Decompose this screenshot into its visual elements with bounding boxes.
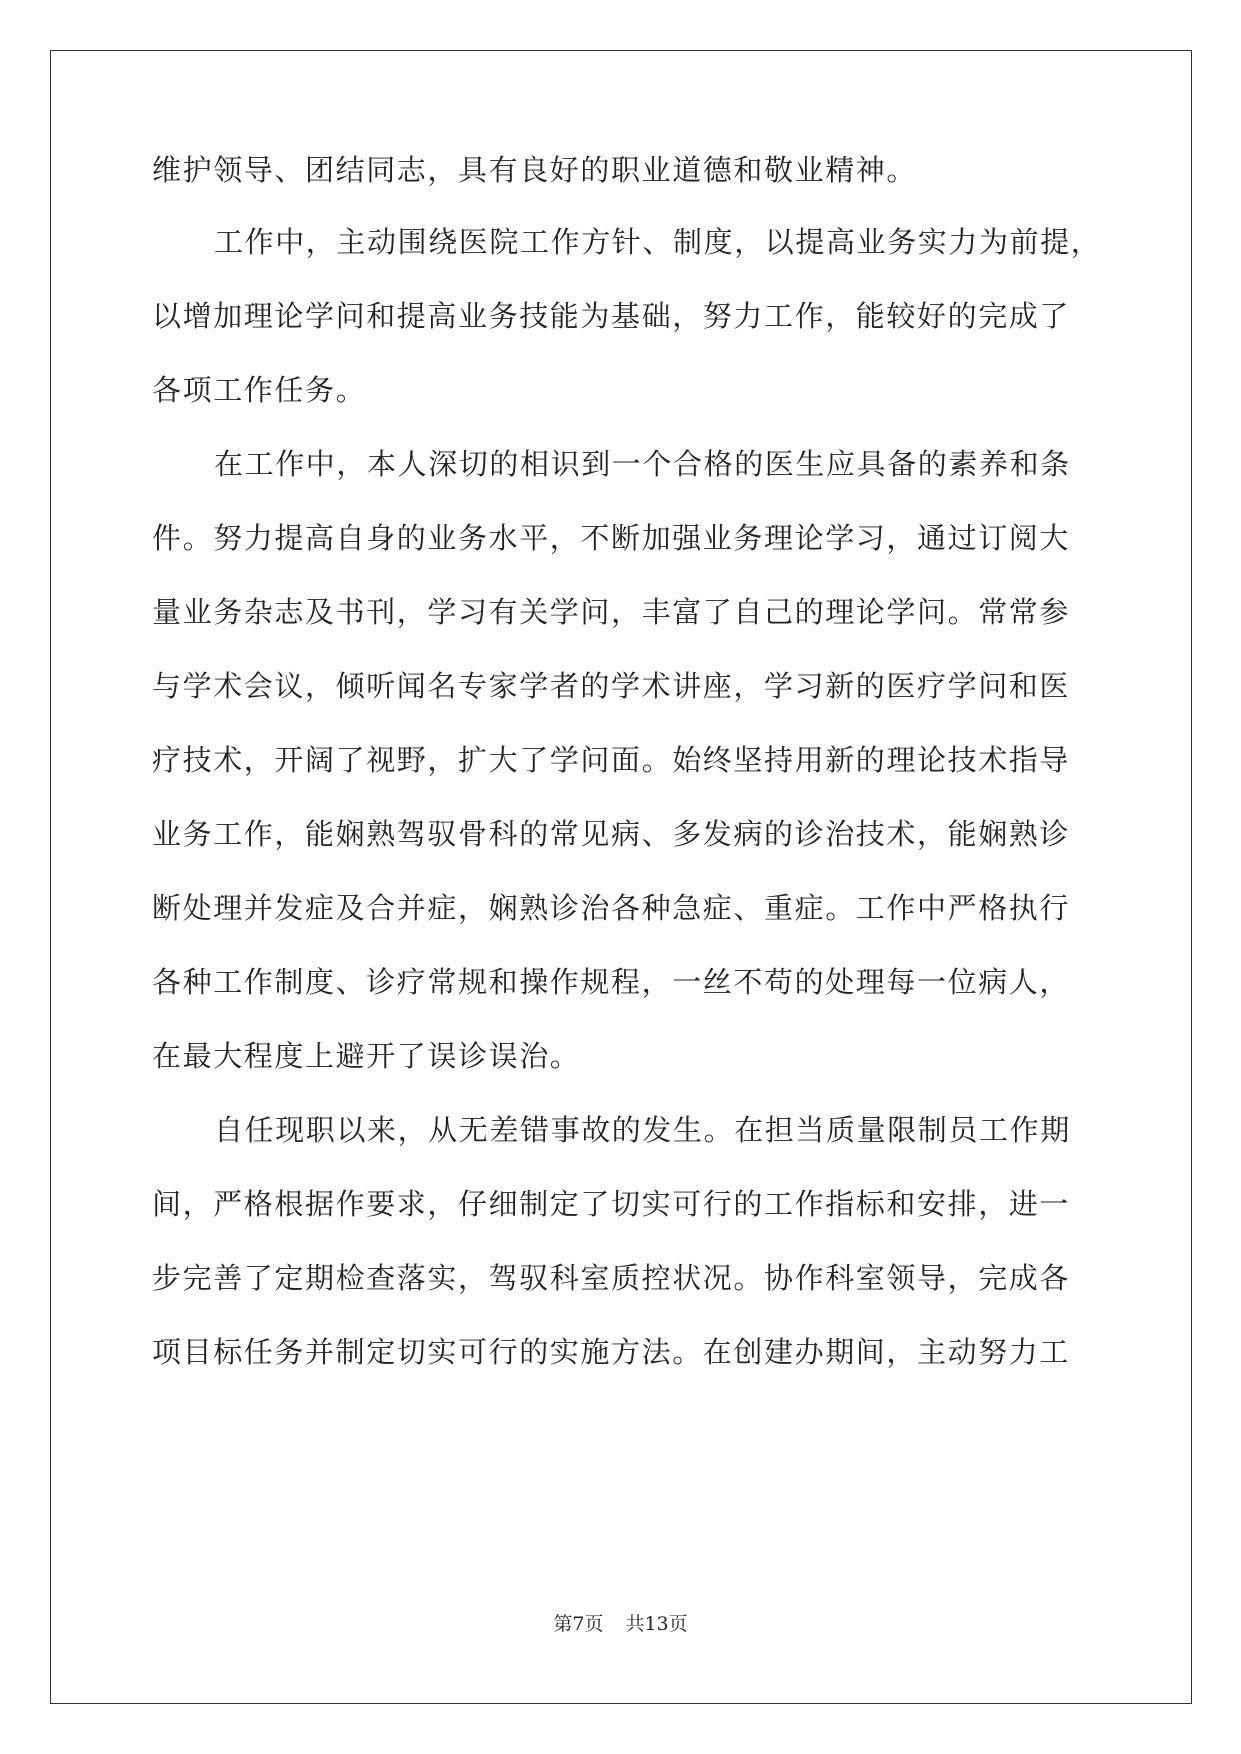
text-line: 在最大程度上避开了误诊误治。 bbox=[152, 1039, 581, 1073]
text-line: 项目标任务并制定切实可行的实施方法。在创建办期间，主动努力工 bbox=[152, 1335, 1071, 1369]
text-line: 以增加理论学问和提高业务技能为基础，努力工作，能较好的完成了 bbox=[152, 299, 1071, 333]
text-line: 自任现职以来，从无差错事故的发生。在担当质量限制员工作期 bbox=[214, 1113, 1071, 1147]
text-line: 件。努力提高自身的业务水平，不断加强业务理论学习，通过订阅大 bbox=[152, 521, 1071, 555]
text-line: 与学术会议，倾听闻名专家学者的学术讲座，学习新的医疗学问和医 bbox=[152, 669, 1071, 703]
text-line: 各种工作制度、诊疗常规和操作规程，一丝不苟的处理每一位病人， bbox=[152, 965, 1071, 999]
text-line: 量业务杂志及书刊，学习有关学问，丰富了自己的理论学问。常常参 bbox=[152, 595, 1071, 629]
text-line: 在工作中，本人深切的相识到一个合格的医生应具备的素养和条 bbox=[214, 447, 1071, 481]
text-line: 各项工作任务。 bbox=[152, 373, 367, 407]
page-total: 共13页 bbox=[625, 1613, 688, 1635]
text-line: 业务工作，能娴熟驾驭骨科的常见病、多发病的诊治技术，能娴熟诊 bbox=[152, 817, 1071, 851]
text-line: 断处理并发症及合并症，娴熟诊治各种急症、重症。工作中严格执行 bbox=[152, 891, 1071, 925]
text-line: 间，严格根据作要求，仔细制定了切实可行的工作指标和安排，进一 bbox=[152, 1187, 1071, 1221]
text-line: 工作中，主动围绕医院工作方针、制度，以提高业务实力为前提， bbox=[214, 225, 1102, 259]
text-line: 步完善了定期检查落实，驾驭科室质控状况。协作科室领导，完成各 bbox=[152, 1261, 1071, 1295]
text-line: 疗技术，开阔了视野，扩大了学问面。始终坚持用新的理论技术指导 bbox=[152, 743, 1071, 777]
page-number: 第7页 bbox=[553, 1613, 604, 1635]
page-footer bbox=[0, 1611, 1241, 1637]
text-line: 维护领导、团结同志，具有良好的职业道德和敬业精神。 bbox=[152, 153, 918, 187]
